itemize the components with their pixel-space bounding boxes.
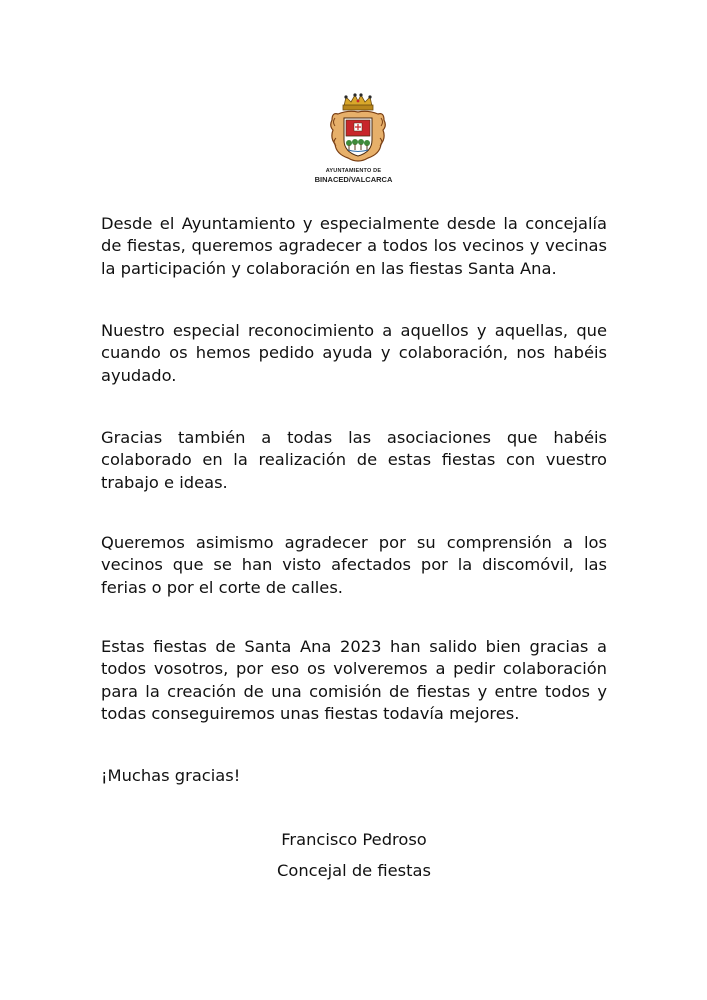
logo-caption-top: AYUNTAMIENTO DE	[325, 168, 382, 174]
logo-caption-bottom: BINACED/VALCARCA	[314, 175, 393, 184]
coat-of-arms-icon	[318, 92, 398, 168]
crown-icon	[343, 93, 373, 110]
letter-paragraph: Estas fiestas de Santa Ana 2023 han salido bien gracias a todos vosotros, por eso os volveremos a pedir colaboración para la creación de una comisión de fiestas y entre todos y todas conseguiremos unas fiestas todavía mejores.	[101, 637, 607, 724]
signature-name: Francisco Pedroso	[281, 830, 427, 849]
signature-role: Concejal de fiestas	[277, 861, 431, 880]
letter-paragraph: Gracias también a todas las asociaciones que habéis colaborado en la realización de estas fiestas con vuestro trabajo e ideas.	[101, 428, 607, 492]
letter-paragraph: Queremos asimismo agradecer por su comprensión a los vecinos que se han visto afectados por la discomóvil, las ferias o por el corte de calles.	[101, 533, 607, 597]
letter-paragraph: Nuestro especial reconocimiento a aquellos y aquellas, que cuando os hemos pedido ayuda y colaboración, nos habéis ayudado.	[101, 321, 607, 385]
letter-paragraph: Desde el Ayuntamiento y especialmente desde la concejalía de fiestas, queremos agradecer a todos los vecinos y vecinas la participación y colaboración en las fiestas Santa Ana.	[101, 214, 607, 278]
closing-thanks: ¡Muchas gracias!	[101, 766, 241, 785]
